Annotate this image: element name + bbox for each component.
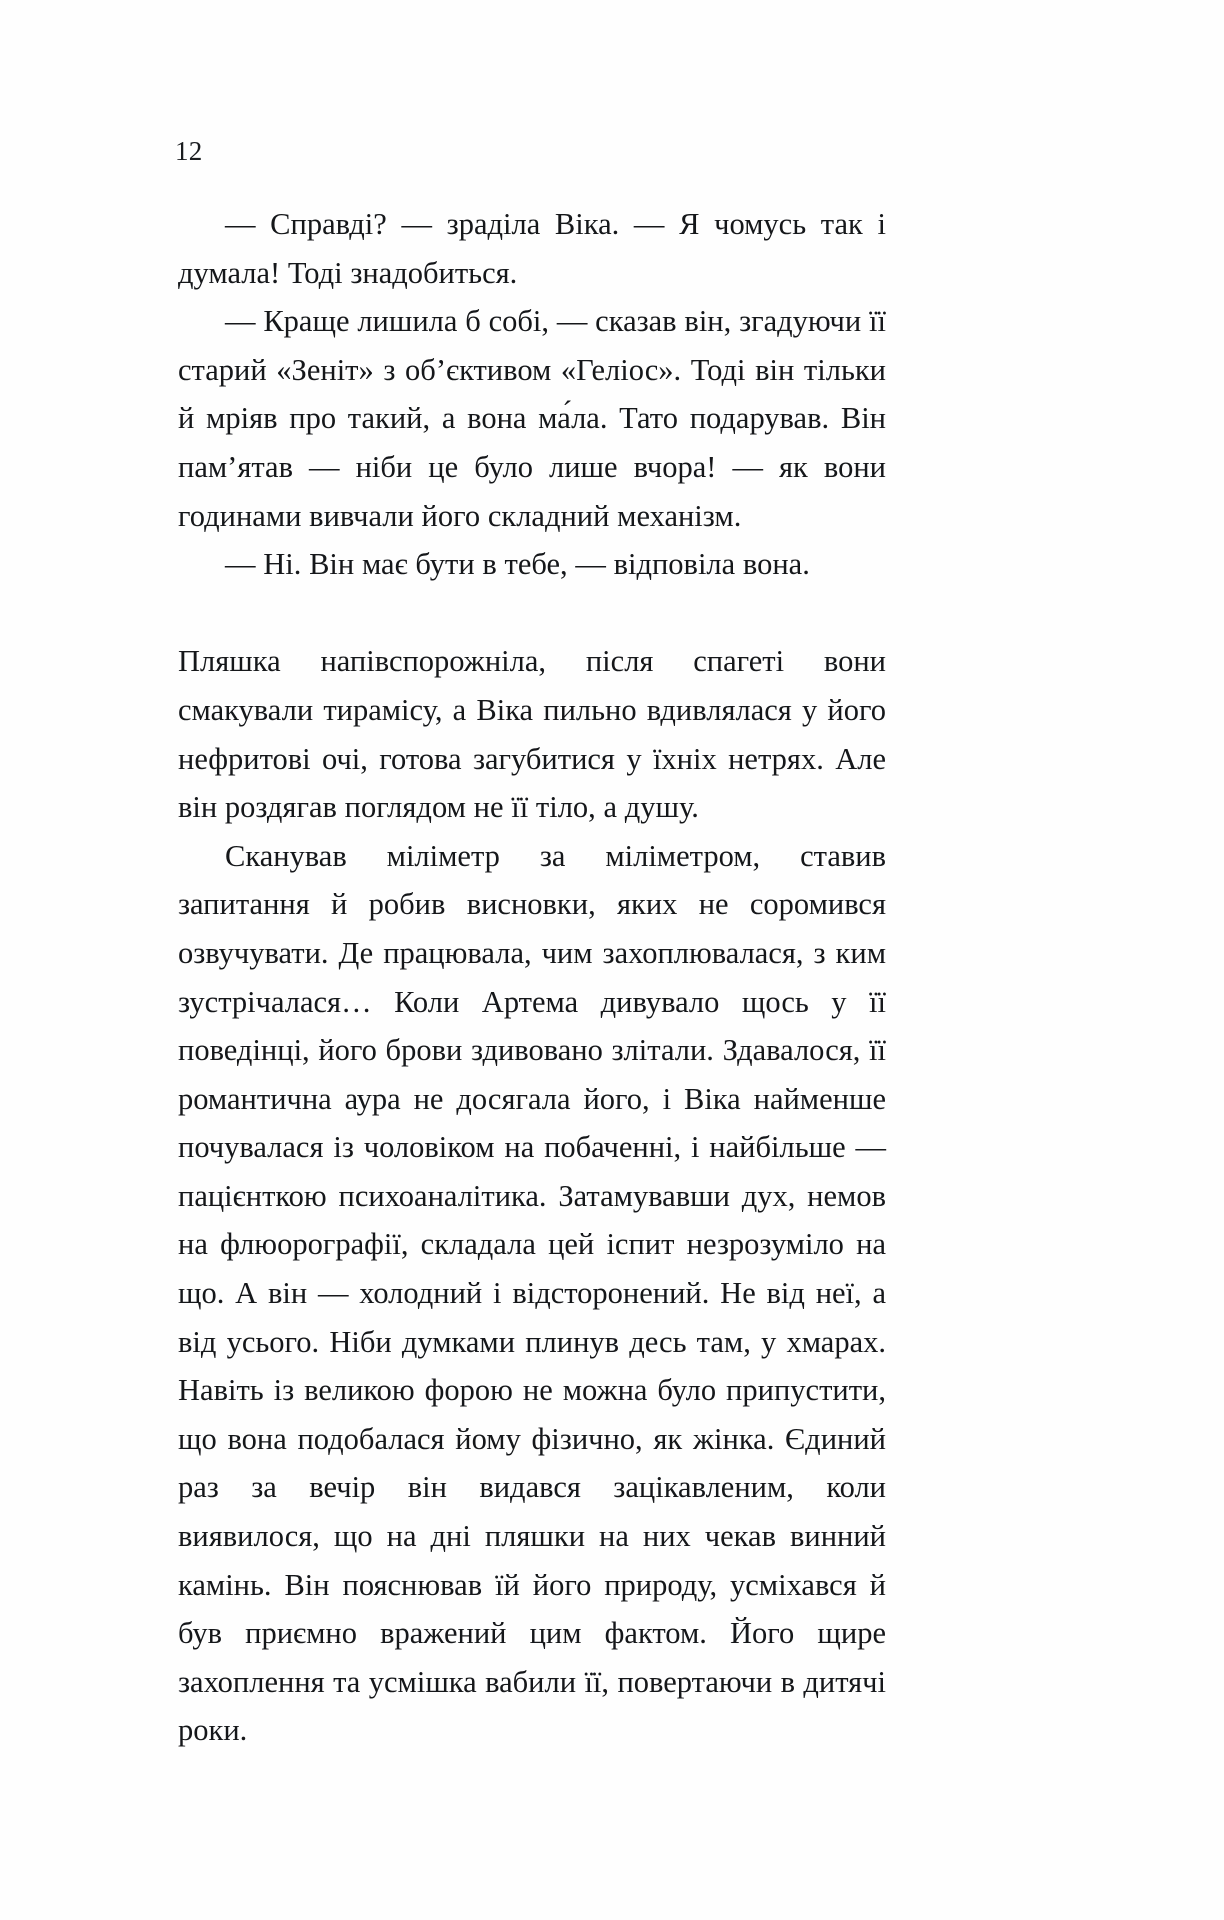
page-number: 12 [175,136,203,166]
paragraph: — Краще лишила б собі, — сказав він, згадуючи її старий «Зеніт» з об’єктивом «Геліос». Тоді він тільки й мріяв про такий, а вона ма́ла. Тато подарував. Він пам’ятав — ніби це було лише вчора! — як вони годинами вивчали його складний механізм. [178,304,886,533]
page-text-body [178,200,886,1755]
narrative-block [178,637,886,1755]
dialogue-block [178,200,886,589]
section-break [178,589,886,638]
paragraph: — Справді? — зраділа Віка. — Я чомусь так і думала! Тоді знадобиться. [178,207,886,290]
paragraph: Пляшка напівспорожніла, після спагеті вони смакували тирамісу, а Віка пильно вдивлялася у його нефритові очі, готова загубитися у їхніх нетрях. Але він роздягав поглядом не її тіло, а душу. [178,644,886,825]
paragraph: Сканував міліметр за міліметром, ставив запитання й робив висновки, яких не соромився озвучувати. Де працювала, чим захоплювалася, з ким зустрічалася… Коли Артема дивувало щось у її поведінці, його брови здивовано злітали. Здавалося, її романтична аура не досягала його, і Віка найменше почувалася із чоловіком на побаченні, і найбільше — пацієнткою психоаналітика. Затамувавши дух, немов на флюорографії, складала цей іспит незрозуміло на що. А він — холодний і відсторонений. Не від неї, а від усього. Ніби думками плинув десь там, у хмарах. Навіть із великою форою не можна було припустити, що вона подобалася йому фізично, як жінка. Єдиний раз за вечір він видався зацікавленим, коли виявилося, що на дні пляшки на них чекав винний камінь. Він пояснював їй його природу, усміхався й був приємно вражений цим фактом. Його щире захоплення та усмішка вабили її, повертаючи в дитячі роки. [178,838,886,1748]
paragraph: — Ні. Він має бути в тебе, — відповіла вона. [225,547,810,582]
